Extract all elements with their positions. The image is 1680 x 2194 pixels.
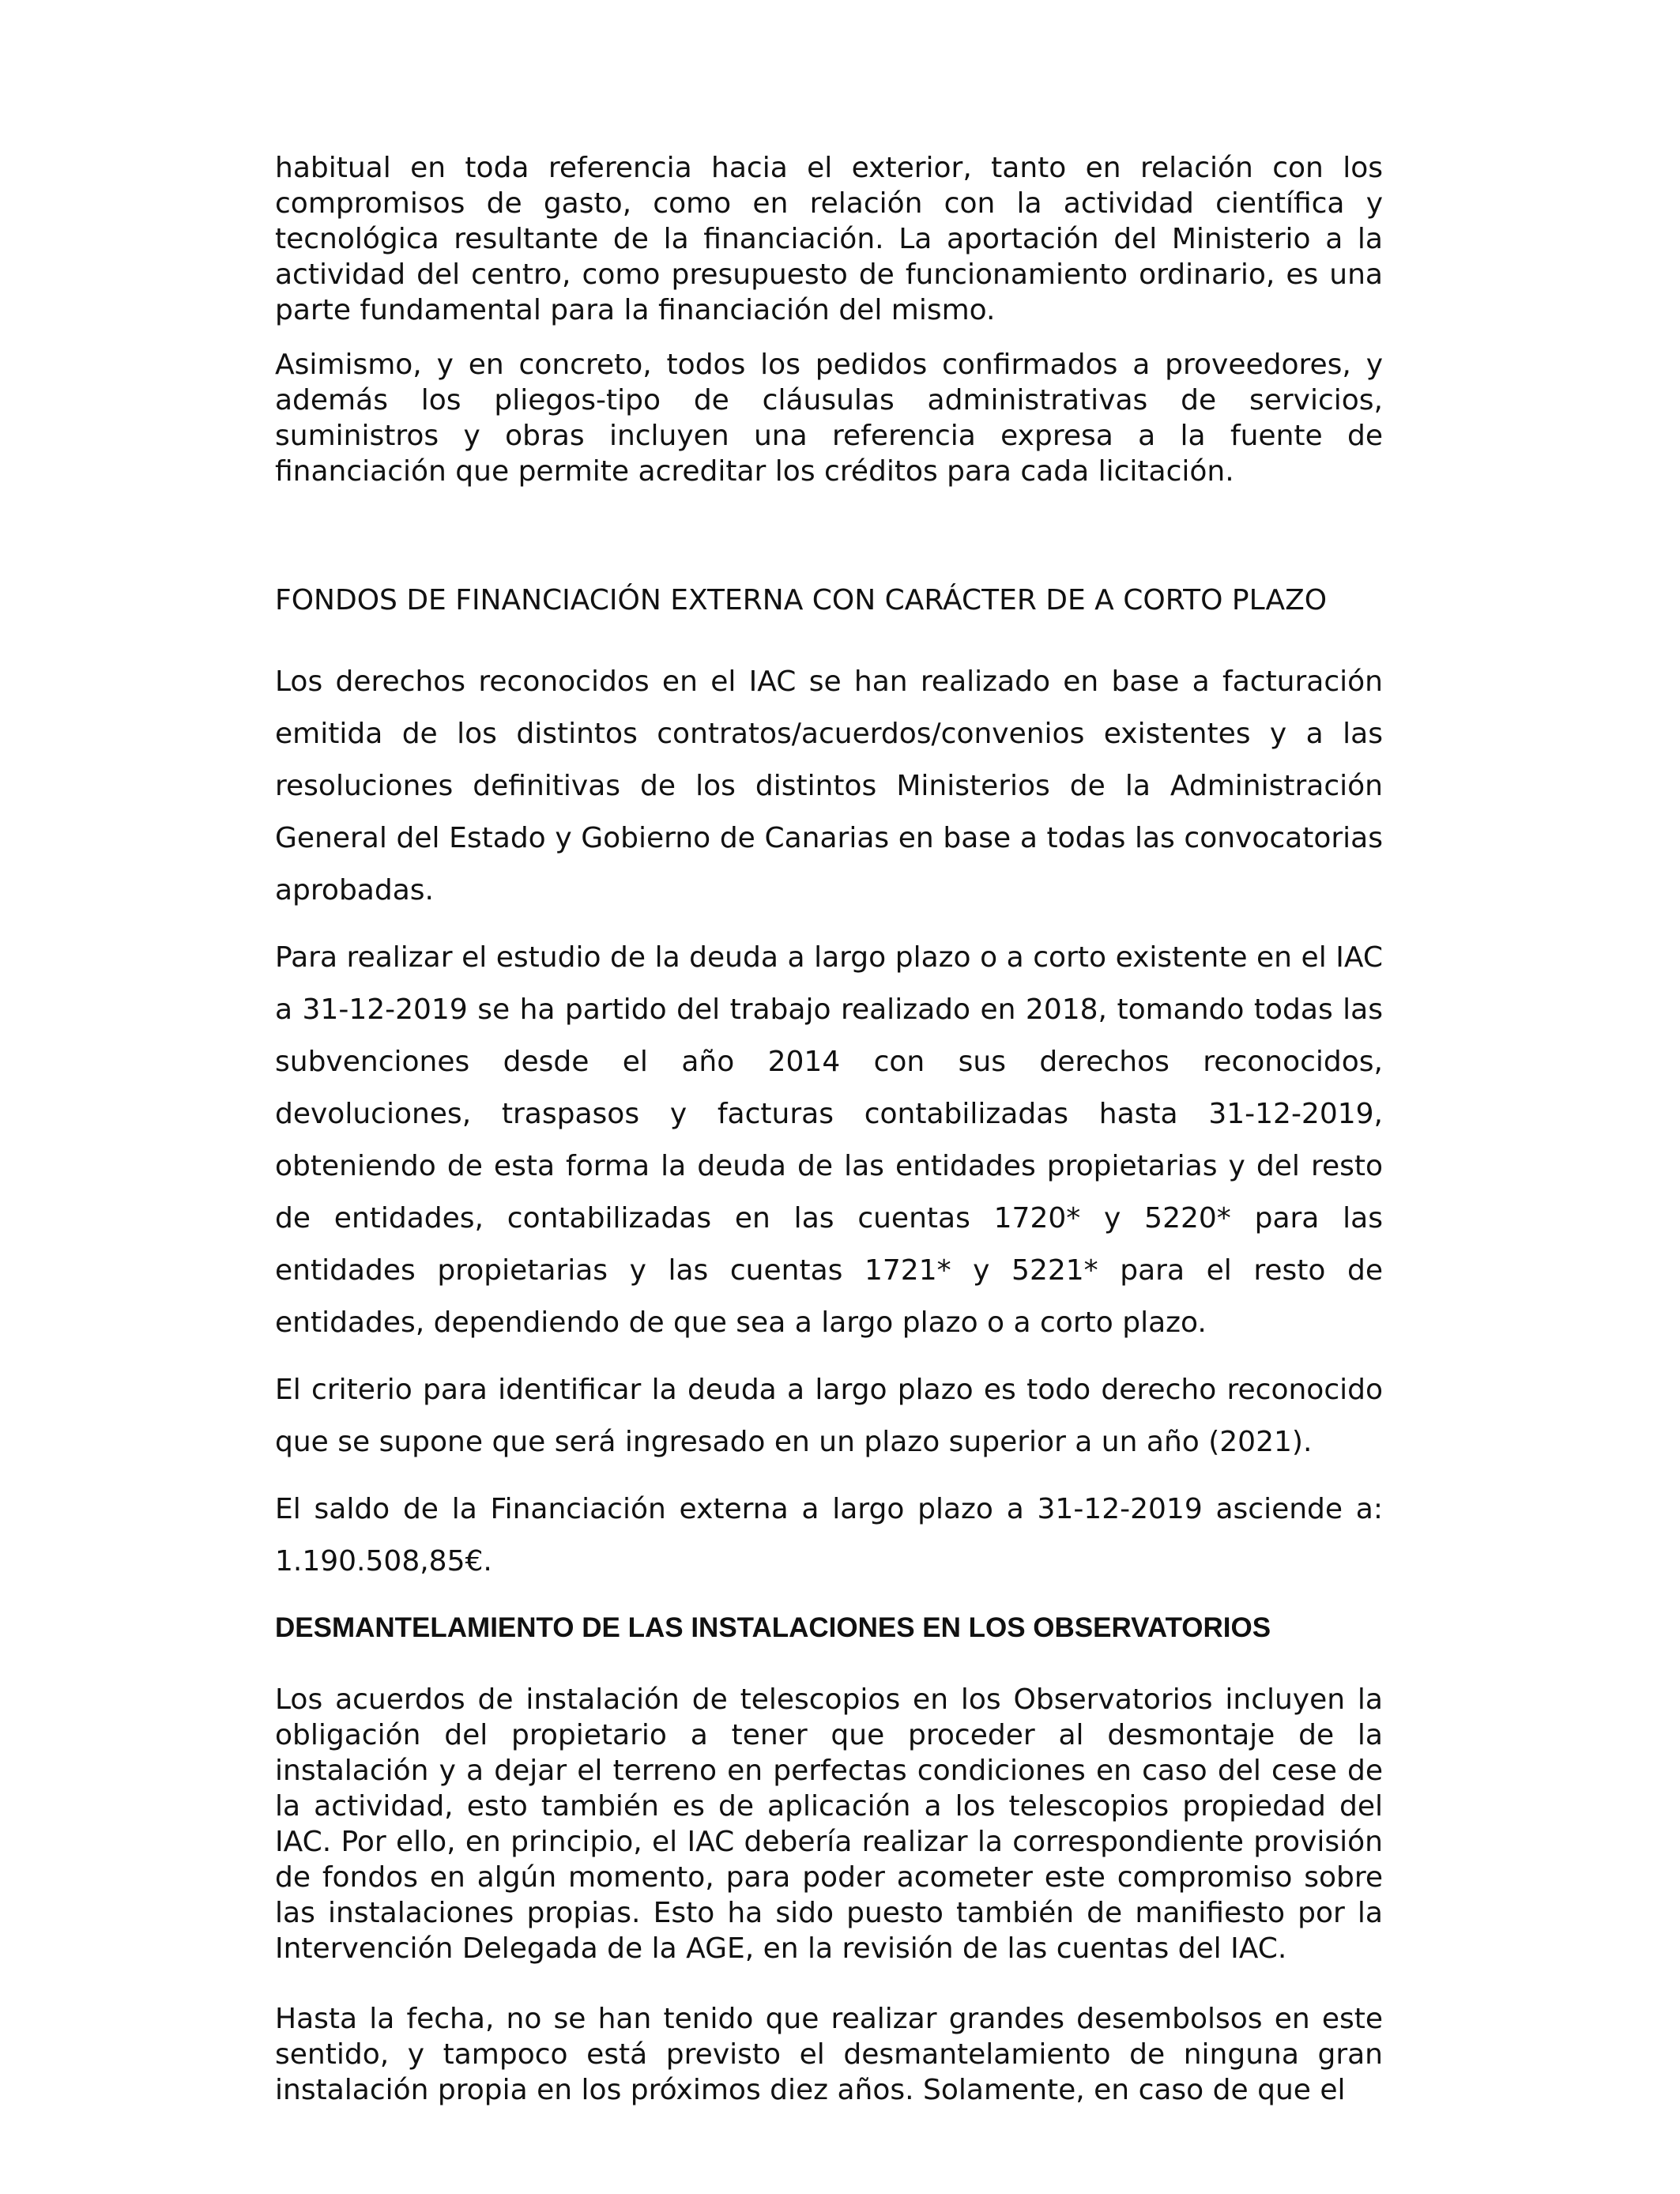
paragraph-acuerdos-instalacion: Los acuerdos de instalación de telescopios en los Observatorios incluyen la obligación del propietario a tener que proceder al desmontaje de la instalación y a dejar el terreno en perfectas condiciones en caso del cese de la actividad, esto también es de aplicación a los telescopios propiedad del IAC. Por ello, en principio, el IAC debería realizar la correspondiente provisión de fondos en algún momento, para poder acometer este compromiso sobre las instalaciones propias. Esto ha sido puesto también de manifiesto por la Intervención Delegada de la AGE, en la revisión de las cuentas del IAC.: [275, 1683, 1383, 1965]
paragraph-ministerio-financiacion: habitual en toda referencia hacia el exterior, tanto en relación con los compromisos de gasto, como en relación con la actividad científica y tecnológica resultante de la financiación. La aportación del Ministerio a la actividad del centro, como presupuesto de funcionamiento ordinario, es una parte fundamental para la financiación del mismo.: [275, 152, 1383, 326]
section-heading-fondos-corto-plazo: FONDOS DE FINANCIACIÓN EXTERNA CON CARÁCTER DE A CORTO PLAZO: [275, 584, 1328, 616]
paragraph-estudio-deuda: Para realizar el estudio de la deuda a largo plazo o a corto existente en el IAC a 31-12-2019 se ha partido del trabajo realizado en 2018, tomando todas las subvenciones desde el año 2014 con sus derechos reconocidos, devoluciones, traspasos y facturas contabilizadas hasta 31-12-2019, obteniendo de esta forma la deuda de las entidades propietarias y del resto de entidades, contabilizadas en las cuentas 1720* y 5220* para las entidades propietarias y las cuentas 1721* y 5221* para el resto de entidades, dependiendo de que sea a largo plazo o a corto plazo.: [275, 941, 1383, 1339]
paragraph-criterio-deuda: El criterio para identificar la deuda a largo plazo es todo derecho reconocido que se supone que será ingresado en un plazo superior a un año (2021).: [275, 1374, 1383, 1458]
paragraph-hasta-la-fecha: Hasta la fecha, no se han tenido que realizar grandes desembolsos en este sentido, y tampoco está previsto el desmantelamiento de ninguna gran instalación propia en los próximos diez años. Solamente, en caso de que el: [275, 2003, 1383, 2106]
paragraph-derechos-reconocidos: Los derechos reconocidos en el IAC se han realizado en base a facturación emitida de los distintos contratos/acuerdos/convenios existentes y a las resoluciones definitivas de los distintos Ministerios de la Administración General del Estado y Gobierno de Canarias en base a todas las convocatorias aprobadas.: [275, 665, 1383, 907]
section-heading-desmantelamiento: DESMANTELAMIENTO DE LAS INSTALACIONES EN LOS OBSERVATORIOS: [275, 1612, 1271, 1643]
paragraph-saldo-financiacion: El saldo de la Financiación externa a largo plazo a 31-12-2019 asciende a: 1.190.508,85€.: [275, 1493, 1383, 1578]
paragraph-pedidos-proveedores: Asimismo, y en concreto, todos los pedidos confirmados a proveedores, y además los pliegos-tipo de cláusulas administrativas de servicios, suministros y obras incluyen una referencia expresa a la fuente de financiación que permite acreditar los créditos para cada licitación.: [275, 349, 1383, 488]
document-page: [275, 150, 1383, 2108]
